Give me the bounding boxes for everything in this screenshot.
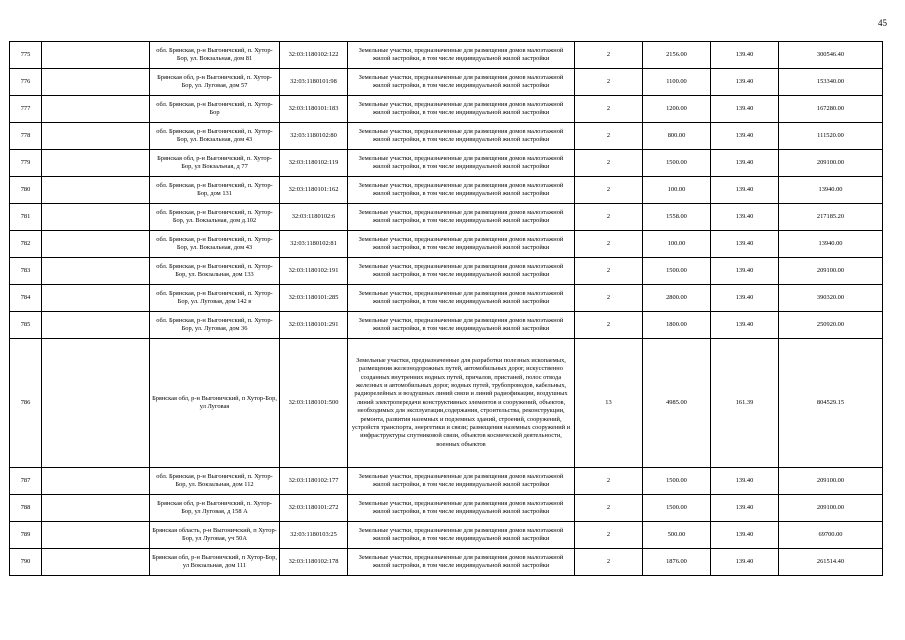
cadastral-value-cell: 300546.40 [779,42,883,69]
cadastral-number-cell: 32:03:1180101:500 [280,339,348,468]
cadastral-value-cell: 69700.00 [779,522,883,549]
cadastral-number-cell: 32:03:1180102:177 [280,468,348,495]
land-use-cell: Земельные участки, предназначенные для размещения домов малоэтажной жилой застройки, в том числе индивидуальной жилой застройки [348,495,575,522]
address-cell: обл. Брянская, р-н Выгоничский, п. Хутор-Бор, ул. Вокзальная, дом 133 [150,258,280,285]
row-number-cell: 778 [10,123,42,150]
land-use-cell: Земельные участки, предназначенные для размещения домов малоэтажной жилой застройки, в том числе индивидуальной жилой застройки [348,522,575,549]
cadastral-value-cell: 111520.00 [779,123,883,150]
specific-value-cell: 161.39 [711,339,779,468]
specific-value-cell: 139.40 [711,231,779,258]
table-row [10,339,883,468]
group-cell: 2 [575,468,643,495]
land-use-cell: Земельные участки, предназначенные для размещения домов малоэтажной жилой застройки, в том числе индивидуальной жилой застройки [348,258,575,285]
spacer-cell [42,177,150,204]
cadastral-number-cell: 32:03:1180101:291 [280,312,348,339]
spacer-cell [42,258,150,285]
cadastral-value-table [9,41,883,576]
cadastral-number-cell: 32:03:1180102:6 [280,204,348,231]
area-cell: 1100.00 [643,69,711,96]
group-cell: 2 [575,150,643,177]
area-cell: 1876.00 [643,549,711,576]
area-cell: 1500.00 [643,150,711,177]
address-cell: Брянская обл, р-н Выгоничский, п. Хутор-Бор, ул Вокзальная, д 77 [150,150,280,177]
page-number: 45 [878,18,887,28]
area-cell: 1558.00 [643,204,711,231]
area-cell: 800.00 [643,123,711,150]
spacer-cell [42,69,150,96]
table-row [10,177,883,204]
row-number-cell: 785 [10,312,42,339]
cadastral-value-cell: 209100.00 [779,468,883,495]
cadastral-value-cell: 167280.00 [779,96,883,123]
table-row [10,522,883,549]
land-use-cell: Земельные участки, предназначенные для размещения домов малоэтажной жилой застройки, в том числе индивидуальной жилой застройки [348,468,575,495]
specific-value-cell: 139.40 [711,42,779,69]
table-row [10,42,883,69]
group-cell: 2 [575,549,643,576]
group-cell: 2 [575,231,643,258]
group-cell: 2 [575,204,643,231]
cadastral-number-cell: 32:03:1180102:80 [280,123,348,150]
cadastral-number-cell: 32:03:1180102:122 [280,42,348,69]
cadastral-number-cell: 32:03:1180102:81 [280,231,348,258]
spacer-cell [42,96,150,123]
cadastral-number-cell: 32:03:1180102:191 [280,258,348,285]
row-number-cell: 786 [10,339,42,468]
cadastral-number-cell: 32:03:1180103:25 [280,522,348,549]
table-row [10,258,883,285]
spacer-cell [42,468,150,495]
row-number-cell: 790 [10,549,42,576]
group-cell: 13 [575,339,643,468]
address-cell: Брянская область, р-н Выгоничский, п Хутор-Бор, ул Луговая, уч 50А [150,522,280,549]
row-number-cell: 779 [10,150,42,177]
area-cell: 1800.00 [643,312,711,339]
land-use-cell: Земельные участки, предназначенные для размещения домов малоэтажной жилой застройки, в том числе индивидуальной жилой застройки [348,312,575,339]
row-number-cell: 776 [10,69,42,96]
specific-value-cell: 139.40 [711,177,779,204]
cadastral-value-cell: 250920.00 [779,312,883,339]
cadastral-value-cell: 153340.00 [779,69,883,96]
row-number-cell: 777 [10,96,42,123]
land-use-cell: Земельные участки, предназначенные для размещения домов малоэтажной жилой застройки, в том числе индивидуальной жилой застройки [348,549,575,576]
cadastral-value-cell: 209100.00 [779,150,883,177]
area-cell: 100.00 [643,177,711,204]
land-use-cell: Земельные участки, предназначенные для размещения домов малоэтажной жилой застройки, в том числе индивидуальной жилой застройки [348,42,575,69]
address-cell: обл. Брянская, р-н Выгоничский, п. Хутор-Бор, ул. Вокзальная, дом 43 [150,123,280,150]
address-cell: обл. Брянская, р-н Выгоничский, п. Хутор-Бор, ул. Вокзальная, дом 43 [150,231,280,258]
spacer-cell [42,123,150,150]
address-cell: обл. Брянская, р-н Выгоничский, п. Хутор-Бор, ул. Луговая, дом 142 в [150,285,280,312]
group-cell: 2 [575,96,643,123]
row-number-cell: 788 [10,495,42,522]
cadastral-number-cell: 32:03:1180101:183 [280,96,348,123]
cadastral-number-cell: 32:03:1180102:119 [280,150,348,177]
group-cell: 2 [575,42,643,69]
row-number-cell: 789 [10,522,42,549]
area-cell: 2800.00 [643,285,711,312]
table-row [10,204,883,231]
specific-value-cell: 139.40 [711,123,779,150]
spacer-cell [42,339,150,468]
cadastral-number-cell: 32:03:1180101:162 [280,177,348,204]
land-use-cell: Земельные участки, предназначенные для размещения домов малоэтажной жилой застройки, в том числе индивидуальной жилой застройки [348,285,575,312]
specific-value-cell: 139.40 [711,495,779,522]
row-number-cell: 784 [10,285,42,312]
specific-value-cell: 139.40 [711,522,779,549]
address-cell: обл. Брянская, р-н Выгоничский, п. Хутор-Бор, ул. Вокзальная, дом д.102 [150,204,280,231]
area-cell: 1200.00 [643,96,711,123]
address-cell: обл. Брянская, р-н Выгоничский, п. Хутор-Бор, ул. Вокзальная, дом 112 [150,468,280,495]
row-number-cell: 775 [10,42,42,69]
address-cell: обл. Брянская, р-н Выгоничский, п. Хутор-Бор, ул. Вокзальная, дом 81 [150,42,280,69]
address-cell: обл. Брянская, р-н Выгоничский, п. Хутор-Бор [150,96,280,123]
specific-value-cell: 139.40 [711,258,779,285]
land-use-cell: Земельные участки, предназначенные для размещения домов малоэтажной жилой застройки, в том числе индивидуальной жилой застройки [348,231,575,258]
land-use-cell: Земельные участки, предназначенные для размещения домов малоэтажной жилой застройки, в том числе индивидуальной жилой застройки [348,96,575,123]
area-cell: 2156.00 [643,42,711,69]
group-cell: 2 [575,258,643,285]
group-cell: 2 [575,177,643,204]
address-cell: Брянская обл, р-н Выгоничский, п Хутор-Бор, ул Луговая [150,339,280,468]
spacer-cell [42,549,150,576]
specific-value-cell: 139.40 [711,150,779,177]
spacer-cell [42,150,150,177]
spacer-cell [42,231,150,258]
cadastral-value-cell: 390320.00 [779,285,883,312]
group-cell: 2 [575,522,643,549]
table-row [10,549,883,576]
area-cell: 1500.00 [643,468,711,495]
specific-value-cell: 139.40 [711,285,779,312]
group-cell: 2 [575,285,643,312]
spacer-cell [42,495,150,522]
area-cell: 100.00 [643,231,711,258]
group-cell: 2 [575,312,643,339]
spacer-cell [42,312,150,339]
address-cell: Брянская обл, р-н Выгоничский, п Хутор-Бор, ул Вокзальная, дом 111 [150,549,280,576]
table-row [10,96,883,123]
cadastral-number-cell: 32:03:1180101:272 [280,495,348,522]
table-row [10,69,883,96]
spacer-cell [42,204,150,231]
row-number-cell: 781 [10,204,42,231]
table-row [10,123,883,150]
specific-value-cell: 139.40 [711,96,779,123]
row-number-cell: 783 [10,258,42,285]
cadastral-value-cell: 209100.00 [779,495,883,522]
address-cell: Брянская обл, р-н Выгоничский, п. Хутор-Бор, ул. Луговая, дом 57 [150,69,280,96]
address-cell: Брянская обл, р-н Выгоничский, п. Хутор-Бор, ул Луговая, д 158 А [150,495,280,522]
land-use-cell: Земельные участки, предназначенные для размещения домов малоэтажной жилой застройки, в том числе индивидуальной жилой застройки [348,150,575,177]
spacer-cell [42,522,150,549]
table-row [10,285,883,312]
cadastral-number-cell: 32:03:1180101:98 [280,69,348,96]
address-cell: обл. Брянская, р-н Выгоничский, п. Хутор-Бор, ул. Луговая, дом 36 [150,312,280,339]
cadastral-number-cell: 32:03:1180102:178 [280,549,348,576]
address-cell: обл. Брянская, р-н Выгоничский, п. Хутор-Бор, дом 131 [150,177,280,204]
specific-value-cell: 139.40 [711,204,779,231]
row-number-cell: 787 [10,468,42,495]
specific-value-cell: 139.40 [711,69,779,96]
table-row [10,468,883,495]
land-use-cell: Земельные участки, предназначенные для размещения домов малоэтажной жилой застройки, в том числе индивидуальной жилой застройки [348,204,575,231]
cadastral-value-cell: 13940.00 [779,231,883,258]
area-cell: 1500.00 [643,495,711,522]
area-cell: 1500.00 [643,258,711,285]
specific-value-cell: 139.40 [711,468,779,495]
group-cell: 2 [575,69,643,96]
row-number-cell: 780 [10,177,42,204]
area-cell: 4985.00 [643,339,711,468]
cadastral-number-cell: 32:03:1180101:285 [280,285,348,312]
land-use-cell: Земельные участки, предназначенные для размещения домов малоэтажной жилой застройки, в том числе индивидуальной жилой застройки [348,69,575,96]
specific-value-cell: 139.40 [711,312,779,339]
specific-value-cell: 139.40 [711,549,779,576]
land-use-cell: Земельные участки, предназначенные для разработки полезных ископаемых, размещения железнодорожных путей, автомобильных дорог, искусственно созданных внутренних водных путей, причалов, пристаней, полос отвода железных и автомобильных дорог, водных путей, трубопроводов, кабельных, радиорелейных и воздушных линий связи и линий радиофикации, воздушных линий электропередачи конструктивных элементов и сооружений, объектов, необходимых для эксплуатации,содержания, строительства, реконструкции, ремонта, развития наземных и подземных зданий, строений, сооружений, устройств транспорта, энергетики и связи; размещения наземных сооружений и инфраструктуры спутниковой связи, объектов космической деятельности, военных объектов [348,339,575,468]
group-cell: 2 [575,123,643,150]
row-number-cell: 782 [10,231,42,258]
table-row [10,312,883,339]
table-body [10,42,883,576]
spacer-cell [42,42,150,69]
table-row [10,231,883,258]
land-use-cell: Земельные участки, предназначенные для размещения домов малоэтажной жилой застройки, в том числе индивидуальной жилой застройки [348,123,575,150]
cadastral-value-cell: 217185.20 [779,204,883,231]
spacer-cell [42,285,150,312]
land-use-cell: Земельные участки, предназначенные для размещения домов малоэтажной жилой застройки, в том числе индивидуальной жилой застройки [348,177,575,204]
table-row [10,150,883,177]
cadastral-value-cell: 261514.40 [779,549,883,576]
table-row [10,495,883,522]
cadastral-value-cell: 13940.00 [779,177,883,204]
group-cell: 2 [575,495,643,522]
area-cell: 500.00 [643,522,711,549]
cadastral-value-cell: 209100.00 [779,258,883,285]
cadastral-value-cell: 804529.15 [779,339,883,468]
